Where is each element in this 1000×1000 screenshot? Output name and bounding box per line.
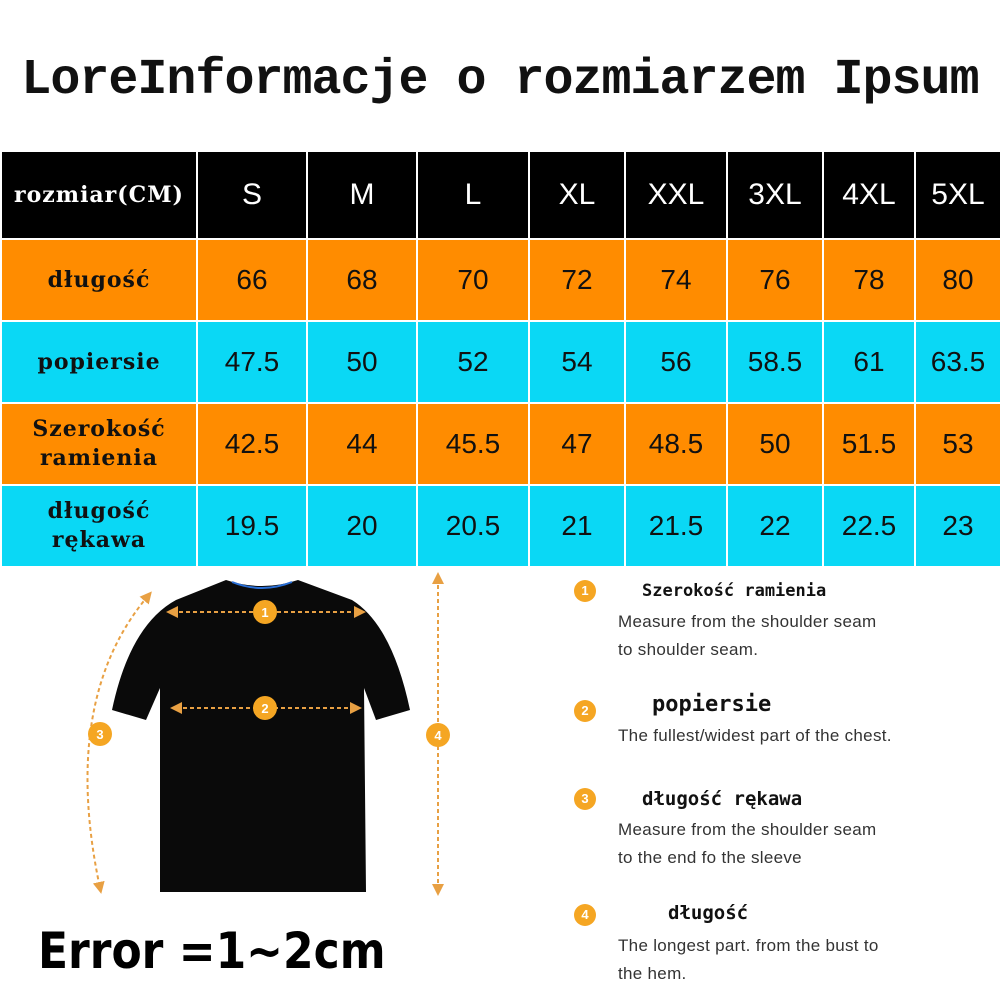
value-cell: 58.5 — [727, 321, 823, 403]
value-cell: 50 — [727, 403, 823, 485]
table-row-dlugosc-rekawa — [1, 485, 1000, 567]
marker-1 — [253, 600, 277, 624]
row-label-cell — [1, 485, 197, 567]
legend-description-line: Measure from the shoulder seam — [618, 612, 877, 631]
value-cell: 76 — [727, 239, 823, 321]
page-title: LoreInformacje o rozmiarzem Ipsum — [21, 52, 979, 109]
size-header-cell: M — [307, 151, 417, 239]
value-cell: 56 — [625, 321, 727, 403]
legend-description — [618, 608, 988, 664]
value-cell: 66 — [197, 239, 307, 321]
legend-number-badge: 3 — [574, 788, 596, 810]
marker-4-label: 4 — [434, 728, 442, 743]
marker-2 — [253, 696, 277, 720]
legend-title: długość — [668, 902, 749, 924]
table-header-row — [1, 151, 1000, 239]
row-label-line: długość — [47, 498, 151, 525]
value-cell: 21 — [529, 485, 625, 567]
legend-description-line: The fullest/widest part of the chest. — [618, 726, 892, 745]
value-cell: 22.5 — [823, 485, 915, 567]
value-cell: 74 — [625, 239, 727, 321]
value-cell: 47 — [529, 403, 625, 485]
value-cell: 61 — [823, 321, 915, 403]
value-cell: 52 — [417, 321, 529, 403]
row-label-line: ramienia — [39, 445, 159, 471]
size-header-cell: XXL — [625, 151, 727, 239]
value-cell: 78 — [823, 239, 915, 321]
value-cell: 51.5 — [823, 403, 915, 485]
legend-description-line: the hem. — [618, 964, 687, 983]
legend-number-badge: 2 — [574, 700, 596, 722]
row-label-line: rękawa — [51, 527, 147, 553]
value-cell: 44 — [307, 403, 417, 485]
legend-description-line: Measure from the shoulder seam — [618, 820, 877, 839]
legend-description-line: to shoulder seam. — [618, 640, 759, 659]
value-cell: 20 — [307, 485, 417, 567]
size-header-cell: L — [417, 151, 529, 239]
value-cell: 47.5 — [197, 321, 307, 403]
value-cell: 72 — [529, 239, 625, 321]
legend-description-line: The longest part. from the bust to — [618, 936, 879, 955]
table-row-dlugosc — [1, 239, 1000, 321]
row-label-cell — [1, 403, 197, 485]
legend-description — [618, 816, 988, 872]
row-label-line: długość — [47, 266, 151, 293]
marker-1-label: 1 — [261, 605, 269, 620]
value-cell: 19.5 — [197, 485, 307, 567]
legend-description — [618, 932, 988, 988]
value-cell: 20.5 — [417, 485, 529, 567]
marker-4 — [426, 723, 450, 747]
value-cell: 70 — [417, 239, 529, 321]
row-label-cell — [1, 321, 197, 403]
value-cell: 23 — [915, 485, 1000, 567]
legend-description — [618, 722, 988, 750]
size-header-cell: XL — [529, 151, 625, 239]
row-label-cell — [1, 239, 197, 321]
legend-number-badge: 4 — [574, 904, 596, 926]
size-header-cell: 3XL — [727, 151, 823, 239]
marker-3 — [88, 722, 112, 746]
value-cell: 22 — [727, 485, 823, 567]
value-cell: 68 — [307, 239, 417, 321]
table-row-szerokosc-ramienia — [1, 403, 1000, 485]
size-header-cell: S — [197, 151, 307, 239]
legend-title: popiersie — [652, 692, 772, 717]
size-header-cell: 4XL — [823, 151, 915, 239]
value-cell: 80 — [915, 239, 1000, 321]
table-row-popiersie — [1, 321, 1000, 403]
size-header-cell: 5XL — [915, 151, 1000, 239]
value-cell: 21.5 — [625, 485, 727, 567]
tshirt-icon — [112, 580, 410, 892]
value-cell: 63.5 — [915, 321, 1000, 403]
error-note: Error =1~2cm — [38, 922, 386, 980]
legend-description-line: to the end fo the sleeve — [618, 848, 802, 867]
value-cell: 48.5 — [625, 403, 727, 485]
value-cell: 53 — [915, 403, 1000, 485]
row-label-line: popiersie — [37, 348, 161, 375]
legend-title: Szerokość ramienia — [642, 581, 827, 601]
marker-3-label: 3 — [96, 727, 104, 742]
value-cell: 50 — [307, 321, 417, 403]
legend-number-badge: 1 — [574, 580, 596, 602]
value-cell: 54 — [529, 321, 625, 403]
marker-2-label: 2 — [261, 701, 269, 716]
value-cell: 45.5 — [417, 403, 529, 485]
legend-title: długość rękawa — [642, 788, 803, 810]
row-label-line: Szerokość — [32, 416, 166, 443]
header-label-cell: rozmiar(CM) — [1, 151, 197, 239]
tshirt-measurement-diagram — [0, 570, 540, 900]
size-chart-table — [0, 150, 1000, 568]
value-cell: 42.5 — [197, 403, 307, 485]
